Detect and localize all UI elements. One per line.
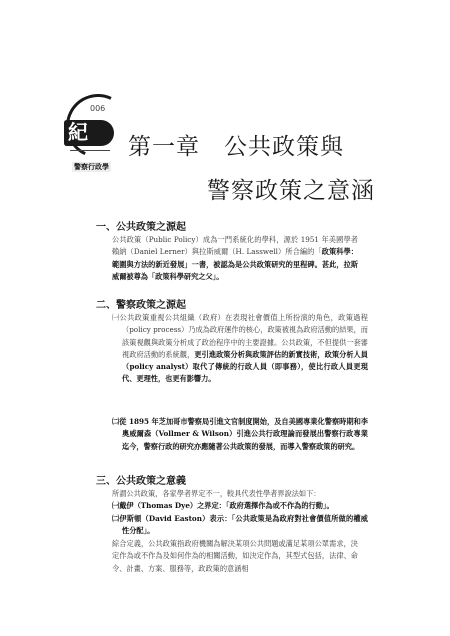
section-heading: 三、公共政策之意義: [96, 476, 186, 487]
paragraph: [112, 234, 358, 283]
chapter-title-line2: 警察政策之意涵: [207, 178, 375, 204]
list-item-bold-text: ㈡伊斯頓（David Easton）表示：「公共政策是為政府對社會價值所做的權威性分配」。: [112, 514, 368, 536]
list-item: [112, 416, 368, 453]
paragraph: 綜合定義，公共政策指政府機關為解決某項公共問題或滿足某項公眾需求，決定作為或不作為及如何作為的相關活動，如決定作為，其型式包括，法律、命令、計畫、方案、服務等，政政策的意涵相: [112, 539, 358, 573]
logo-char: 紀: [68, 120, 86, 144]
list-item-text: ㈠公共政策重視公共組織（政府）在表現社會價值上所扮演的角色，政策過程（policy process）乃成為政府運作的核心，政策被視為政府活動的結果，而該策視觀與政策分析成了政治程序中的主要證據。公共政策，不但提供一套審視政府活動的系統觀，: [112, 313, 368, 359]
header-rule: [70, 150, 110, 151]
series-name: 警察行政學: [74, 163, 109, 171]
chapter-title: 第一章 公共政策與: [128, 134, 344, 160]
list-item-bold-text: ㈡從 1895 年芝加哥市警察局引進文官制度開始，及自美國專業化警察時期和李奧威爾森（Vollmer & Wilson）引進公共行政理論而發展出警察行政專業迄今，警察行政的研究亦應隨著公共政策的發展，而導入警察政策的研究。: [112, 417, 368, 451]
list-item: [112, 312, 368, 386]
paragraph-bold-text: 政策科學：範圍與方法的新近發展」一書，被認為是公共政策研究的里程碑。甚此，拉斯威爾被尊為「政策科學研究之父」。: [112, 247, 358, 281]
list-item-bold-text: 更引進政策分析與政策評估的新實技術，政策分析人員（policy analyst）取代了傳統的行政人員（即事務），使比行政人員更現代、更理性，也更有影響力。: [122, 349, 368, 384]
page-number: 006: [90, 104, 106, 113]
paragraph: 所謂公共政策，各家學者界定不一，較具代表性學者界說法如下：: [112, 489, 321, 498]
section-heading: 二、警察政策之源起: [96, 300, 186, 311]
list-item-bold-text: ㈠戴伊（Thomas Dye）之界定：「政府選擇作為或不作為的行動」。: [112, 501, 334, 510]
list-item: [112, 500, 368, 512]
paragraph-text: 公共政策（Public Policy）成為一門系統化的學科，源於 1951 年美國學者賴納（Daniel Lerner）與拉斯威爾（H. Lasswell）所合編的「: [112, 235, 358, 257]
book-logo: [60, 88, 136, 168]
section-heading: 一、公共政策之源起: [96, 222, 186, 233]
list-item: [112, 513, 368, 538]
